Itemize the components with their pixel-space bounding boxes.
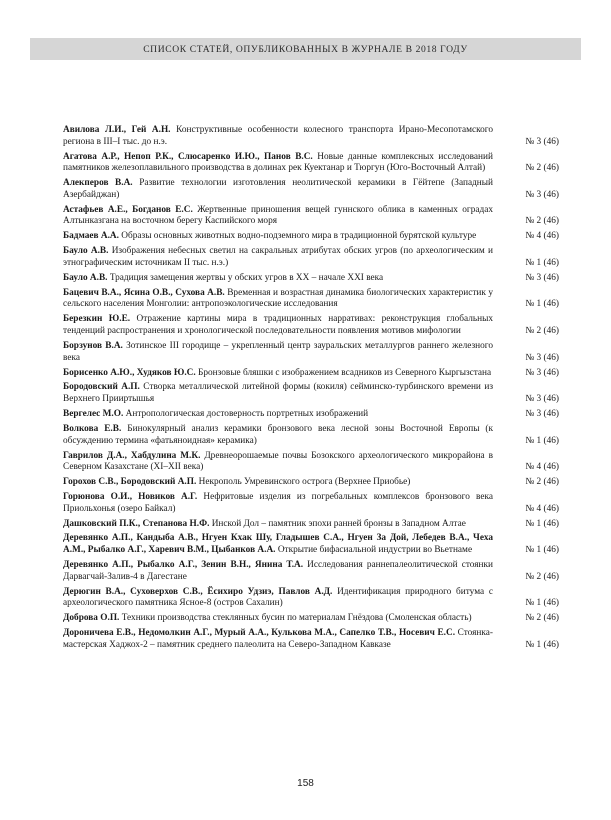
issue-reference: № 1 (46) xyxy=(525,545,559,556)
article-list xyxy=(63,125,559,655)
article-citation xyxy=(63,477,559,489)
issue-reference: № 1 (46) xyxy=(525,435,559,446)
article-authors: Березкин Ю.Е. xyxy=(63,314,131,325)
article-title: Стоянка-мастерская Хаджох-2 – памятник среднего палеолита на Северо-Западном Кавказе xyxy=(63,628,493,650)
article-title: Традиция замещения жертвы у обских угров в XX – начале XXI века xyxy=(109,272,384,283)
article-citation xyxy=(63,519,559,531)
article-citation xyxy=(63,382,559,405)
issue-reference: № 3 (46) xyxy=(525,272,559,283)
running-header-title: СПИСОК СТАТЕЙ, ОПУБЛИКОВАННЫХ В ЖУРНАЛЕ В 2018 ГОДУ xyxy=(143,43,468,55)
article-title: Антропологическая достоверность портретных изображений xyxy=(125,409,369,420)
article-authors: Бадмаев А.А. xyxy=(63,231,119,242)
issue-reference: № 4 (46) xyxy=(525,503,559,514)
article-entry xyxy=(63,628,559,651)
article-authors: Бацевич В.А., Ясина О.В., Сухова А.В. xyxy=(63,287,225,298)
article-title: Развитие технологии изготовления неолитической керамики в Гёйтепе (Западный Азербайджан) xyxy=(63,178,493,200)
article-citation xyxy=(63,341,559,364)
article-title: Исследования раннепалеолитической стоянки Дарвагчай-Залив-4 в Дагестане xyxy=(63,560,493,582)
article-citation xyxy=(63,533,559,556)
article-authors: Гаврилов Д.А., Хабдулина М.К. xyxy=(63,450,201,461)
article-citation xyxy=(63,368,559,380)
article-citation xyxy=(63,492,559,515)
issue-reference: № 3 (46) xyxy=(525,189,559,200)
issue-reference: № 3 (46) xyxy=(525,136,559,147)
article-authors: Бауло А.В. xyxy=(63,272,108,283)
article-authors: Вергелес М.О. xyxy=(63,409,124,420)
article-title: Некрополь Умревинского острога (Верхнее Приобье) xyxy=(198,477,411,488)
article-entry xyxy=(63,152,559,175)
article-title: Новые данные комплексных исследований памятников железоплавильного производства в долинах рек Куектанар и Тюргун (Юго-Восточный Алтай) xyxy=(63,151,493,174)
article-citation xyxy=(63,273,559,285)
article-entry xyxy=(63,288,559,311)
article-entry xyxy=(63,533,559,556)
article-title: Открытие бифасиальной индустрии во Вьетнаме xyxy=(277,545,473,556)
article-citation xyxy=(63,152,559,175)
article-authors: Борзунов В.А. xyxy=(63,340,123,351)
article-entry xyxy=(63,368,559,380)
article-authors: Агатова А.Р., Непоп Р.К., Слюсаренко И.Ю., Панов В.С. xyxy=(63,151,313,162)
article-title: Инской Дол – памятник эпохи ранней бронзы в Западном Алтае xyxy=(211,518,466,529)
article-title: Образы основных животных водно-подземного мира в традиционной бурятской культуре xyxy=(121,231,477,242)
article-authors: Волкова Е.В. xyxy=(63,423,122,434)
article-entry xyxy=(63,125,559,148)
article-title: Зотинское III городище – укрепленный центр зауральских металлургов раннего железного века xyxy=(63,340,493,363)
issue-reference: № 2 (46) xyxy=(525,216,559,227)
article-authors: Горохов С.В., Бородовский А.П. xyxy=(63,477,197,488)
issue-reference: № 2 (46) xyxy=(525,613,559,624)
issue-reference: № 2 (46) xyxy=(525,326,559,337)
article-authors: Деревянко А.П., Кандыба А.В., Нгуен Кхак Шу, Гладышев С.А., Нгуен За Дой, Лебедев В.А., Чеха А.М., Рыбалко А.Г., Харевич В.М., Цыбанков А.А. xyxy=(63,533,493,556)
article-entry xyxy=(63,492,559,515)
page-number: 158 xyxy=(297,778,314,789)
article-citation xyxy=(63,288,559,311)
issue-reference: № 1 (46) xyxy=(525,639,559,650)
article-title: Конструктивные особенности колесного транспорта Ирано-Месопотамского региона в III–I тыс. до н.э. xyxy=(63,125,494,147)
issue-reference: № 1 (46) xyxy=(525,518,559,529)
article-title: Древнеорошаемые почвы Бозокского археологического микрорайона в Северном Казахстане (XI–XII века) xyxy=(63,450,493,473)
article-entry xyxy=(63,178,559,201)
article-citation xyxy=(63,314,559,337)
article-authors: Дерюгин В.А., Суховерхов С.В., Ёсихиро Удзиэ, Павлов А.Д. xyxy=(63,586,333,597)
article-title: Идентификация природного битума с археологического памятника Ясное-8 (остров Сахалин) xyxy=(63,586,493,609)
article-entry xyxy=(63,409,559,421)
article-citation xyxy=(63,205,559,228)
issue-reference: № 4 (46) xyxy=(525,231,559,242)
article-citation xyxy=(63,178,559,201)
issue-reference: № 2 (46) xyxy=(525,477,559,488)
article-entry xyxy=(63,273,559,285)
article-entry xyxy=(63,341,559,364)
article-entry xyxy=(63,519,559,531)
article-entry xyxy=(63,314,559,337)
article-title: Изображения небесных светил на сакральных атрибутах обских угров (по археологическим и этнографическим источникам II тыс. н.э.) xyxy=(63,246,493,268)
issue-reference: № 2 (46) xyxy=(525,163,559,174)
article-entry xyxy=(63,451,559,474)
article-citation xyxy=(63,613,559,625)
article-title: Нефритовые изделия из погребальных комплексов бронзового века Приольхонья (озеро Байкал) xyxy=(63,491,494,514)
article-entry xyxy=(63,587,559,610)
article-entry xyxy=(63,205,559,228)
article-title: Бронзовые бляшки с изображением всадников из Северного Кыргызстана xyxy=(198,367,492,378)
issue-reference: № 1 (46) xyxy=(525,257,559,268)
article-entry xyxy=(63,382,559,405)
article-citation xyxy=(63,246,559,269)
article-authors: Астафьев А.Е., Богданов Е.С. xyxy=(63,204,193,215)
article-entry xyxy=(63,560,559,583)
issue-reference: № 1 (46) xyxy=(525,299,559,310)
article-authors: Деревянко А.П., Рыбалко А.Г., Зенин В.Н., Янина Т.А. xyxy=(63,560,304,571)
article-authors: Дашковский П.К., Степанова Н.Ф. xyxy=(63,518,210,529)
article-title: Отражение картины мира в традиционных нарративах: реконструкция глобальных тенденций распространения и хронологической последовательности появления мотивов мифологии xyxy=(63,314,493,337)
article-authors: Борисенко А.Ю., Худяков Ю.С. xyxy=(63,367,196,378)
article-authors: Авилова Л.И., Гей А.Н. xyxy=(63,125,171,135)
article-entry xyxy=(63,246,559,269)
running-header xyxy=(30,38,581,60)
article-citation xyxy=(63,424,559,447)
issue-reference: № 3 (46) xyxy=(525,367,559,378)
article-title: Временная и возрастная динамика биологических характеристик у сельского населения Монголии: антропоэкологические исследования xyxy=(63,287,493,310)
article-citation xyxy=(63,409,559,421)
article-title: Жертвенные приношения вещей гуннского облика в каменных оградах Алтынказгана на восточном берегу Каспийского моря xyxy=(63,204,493,227)
issue-reference: № 4 (46) xyxy=(525,462,559,473)
article-citation xyxy=(63,451,559,474)
article-entry xyxy=(63,231,559,243)
article-citation xyxy=(63,587,559,610)
article-citation xyxy=(63,231,559,243)
article-citation xyxy=(63,560,559,583)
issue-reference: № 2 (46) xyxy=(525,571,559,582)
article-authors: Бородовский А.П. xyxy=(63,382,140,393)
article-authors: Алекперов В.А. xyxy=(63,178,133,189)
article-authors: Бауло А.В. xyxy=(63,246,109,257)
article-authors: Доброва О.П. xyxy=(63,613,120,624)
article-title: Техники производства стеклянных бусин по материалам Гнёздова (Смоленская область) xyxy=(121,613,472,624)
issue-reference: № 3 (46) xyxy=(525,394,559,405)
article-title: Бинокулярный анализ керамики бронзового века лесной зоны Восточной Европы (к обсуждению термина «фатьяноидная» керамика) xyxy=(63,423,494,446)
article-authors: Дороничева Е.В., Недомолкин А.Г., Мурый А.А., Кулькова М.А., Сапелко Т.В., Носевич Е.С. xyxy=(63,628,456,639)
issue-reference: № 1 (46) xyxy=(525,598,559,609)
article-citation xyxy=(63,125,559,148)
article-title: Створка металлической литейной формы (кокиля) сейминско-турбинского времени из Верхнего Прииртышья xyxy=(63,382,493,405)
issue-reference: № 3 (46) xyxy=(525,409,559,420)
article-entry xyxy=(63,424,559,447)
article-entry xyxy=(63,477,559,489)
article-entry xyxy=(63,613,559,625)
issue-reference: № 3 (46) xyxy=(525,352,559,363)
article-authors: Горюнова О.И., Новиков А.Г. xyxy=(63,491,198,502)
article-citation xyxy=(63,628,559,651)
